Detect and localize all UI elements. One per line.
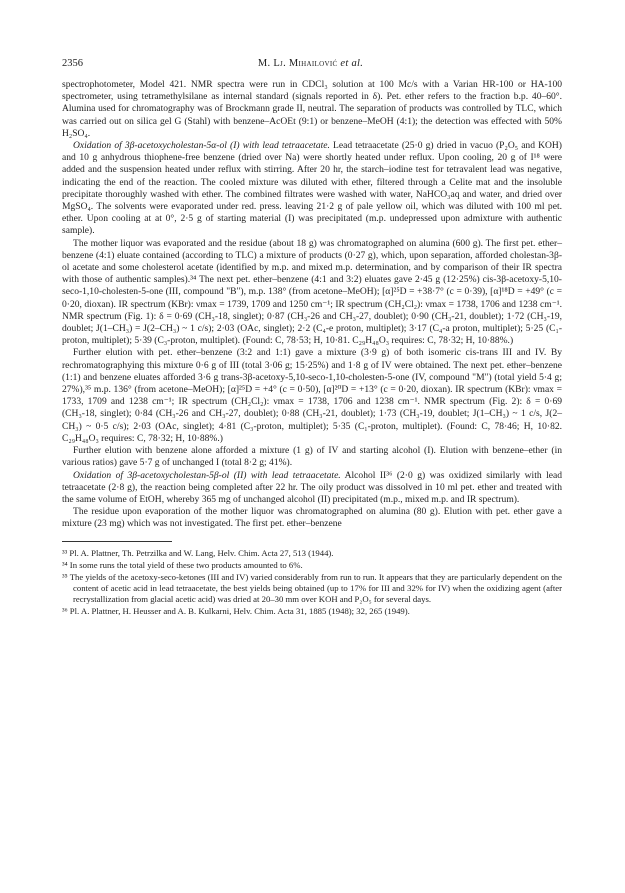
section-lead-oxidation-ii: Oxidation of 3β-acetoxycholestan-5β-ol (II) with lead tetraacetate.: [73, 469, 341, 481]
body-text: [62, 79, 562, 531]
footnote-34: ³⁴ In some runs the total yield of these two products amounted to 6%.: [62, 559, 303, 570]
running-author: M. Lj. Mihailović et al.: [257, 58, 364, 69]
paragraph-chromatography-i: The mother liquor was evaporated and the residue (about 18 g) was chromatographed on alumina (600 g). The first pet. ether–benzene (4:1) eluate contained (according to TLC) a mixture of products (0·27 g), which, upon separation, afforded cholestan-3β-ol acetate and some cholesterol acetate (identified by m.p. and mixed m.p. determination, and by comparison of their IR spectra with those of authentic samples).³⁴ The next pet. ether–benzene (4:1 and 3:2) eluates gave 2·45 g (12·25%) cis-3β-acetoxy-5,10-seco-1,10-cholesten-5-one (III, compound "B"), m.p. 138° (from acetone–MeOH); [α]²⁵D = +38·7° (c = 0·39), [α]¹⁸D = +49° (c = 0·20, dioxan). IR spectrum (KBr): νmax = 1739, 1709 and 1250 cm⁻¹; IR spectrum (CH₂Cl₂): νmax = 1738, 1706 and 1238 cm⁻¹. NMR spectrum (Fig. 1): δ = 0·69 (CH₃-18, singlet); 0·87 (CH₃-26 and CH₃-27, doublet); 0·90 (CH₃-21, doublet); 1·72 (CH₃-19, doublet; J(1–CH₃) = J(2–CH₃) ~ 1 c/s); 2·03 (OAc, singlet); 2·2 (C₄-e proton, multiplet); 3·17 (C₄-a proton, multiplet); 5·25 (C₁-proton, multiplet); 5·39 (C₃-proton, multiplet). (Found: C, 78·53; H, 10·81. C₂₉H₄₈O₃ requires: C, 78·32; H, 10·88%.): [62, 237, 562, 347]
footnote-rule: [62, 541, 172, 542]
paragraph-further-elution-iv: Further elution with pet. ether–benzene (3:2 and 1:1) gave a mixture (3·9 g) of both isomeric cis-trans III and IV. By rechromatographying this mixture 0·6 g of III (total 3·06 g; 15·25%) and 1·8 g of IV were obtained. The next pet. ether–benzene (1:1) and benzene eluates afforded 3·6 g trans-3β-acetoxy-5,10-seco-1,10-cholesten-5-one (IV, compound "M") (total yield 5·4 g; 27%),³⁵ m.p. 136° (from acetone–MeOH); [α]²⁵D = +4° (c = 0·50), [α]²⁰D = +13° (c = 0·20, dioxan). IR spectrum (KBr): νmax = 1733, 1709 and 1238 cm⁻¹; IR spectrum (CH₂Cl₂): νmax = 1738, 1706 and 1238 cm⁻¹. NMR spectrum (Fig. 2): δ = 0·69 (CH₃-18, singlet); 0·84 (CH₃-26 and CH₃-27, doublet); 0·88 (CH₃-21, doublet); 1·73 (CH₃-19, doublet; J(1–CH₃) ~ 1 c/s, J(2–CH₃) ~ 0·5 c/s); 2·03 (OAc, singlet); 4·81 (C₃-proton, multiplet); 5·35 (C₁-proton, multiplet). (Found: C, 78·46; H, 10·82. C₂₉H₄₈O₃ requires: C, 78·32; H, 10·88%.): [62, 347, 562, 444]
footnote-35: ³⁵ The yields of the acetoxy-seco-ketones (III and IV) varied considerably from run to run. It appears that they are particularly dependent on the content of acetic acid in lead tetraacetate, the best yields being obtained (up to 17% for III and 32% for IV) when the oxidizing agent (after recrystallization from glacial acetic acid) was dried at 20–30 mm over KOH and P₂O₅ for several days.: [62, 571, 562, 604]
running-header: [62, 58, 562, 69]
paragraph-residue-chromatography: The residue upon evaporation of the mother liquor was chromatographed on alumina (80 g). Elution with pet. ether gave a mixture (23 mg) which was not investigated. The first pet. ether–benzene: [62, 506, 562, 530]
paragraph-benzene-elution: Further elution with benzene alone afforded a mixture (1 g) of IV and starting alcohol (I). Elution with benzene–ether (in various ratios) gave 5·7 g of unchanged I (total 8·2 g; 41%).: [62, 445, 562, 469]
page-number: 2356: [62, 58, 83, 69]
paragraph-methods-continued: spectrophotometer, Model 421. NMR spectra were run in CDCl₃ solution at 100 Mc/s with a Varian HR-100 or HA-100 spectrometer, using tetramethylsilane as internal standard (signals reported in δ). Pet. ether refers to the fraction b.p. 40–60°. Alumina used for chromatography was of Brockmann grade II, neutral. The separation of products was controlled by TLC, which was carried out on silica gel G (Stahl) with benzene–AcOEt (9:1) or benzene–MeOH (4:1); the detection was effected with 50% H₂SO₄.: [62, 79, 562, 139]
footnote-33: ³³ Pl. A. Plattner, Th. Petrzilka and W. Lang, Helv. Chim. Acta 27, 513 (1944).: [62, 547, 334, 558]
paragraph-oxidation-ii: Oxidation of 3β-acetoxycholestan-5β-ol (II) with lead tetraacetate. Alcohol II³⁶ (2·0 g) was oxidized similarly with lead tetraacetate (2·8 g), the reaction being completed after 22 hr. The oily product was dissolved in 10 ml pet. ether and treated with the same volume of EtOH, whereby 365 mg of unchanged alcohol (II) precipitated (m.p., mixed m.p. and IR spectrum).: [62, 469, 562, 505]
footnotes: [62, 548, 562, 617]
paragraph-oxidation-i: Oxidation of 3β-acetoxycholestan-5α-ol (I) with lead tetraacetate. Lead tetraacetate (25·0 g) dried in vacuo (P₂O₅ and KOH) and 10 g anhydrous thiophene-free benzene (dried over Na) were shortly heated under reflux. Upon cooling, 20 g of I¹⁸ were added and the suspension heated under reflux with stirring. After 20 hr, the starch–iodine test for tetravalent lead was negative, indicating the end of the reaction. The cooled mixture was diluted with ether, filtered through a Celite mat and the insoluble precipitate thoroughly washed with ether. The combined filtrates were washed with water, NaHCO₃aq and water, and dried over MgSO₄. The solvents were evaporated under red. press. leaving 21·2 g of pale yellow oil, which was diluted with 100 ml pet. ether. Upon cooling at at 0°, 2·5 g of starting material (I) was precipitated (m.p. undepressed upon admixture with authentic sample).: [62, 140, 562, 237]
journal-page: [62, 58, 562, 618]
footnote-36: ³⁶ Pl. A. Plattner, H. Heusser and A. B. Kulkarni, Helv. Chim. Acta 31, 1885 (1948); 32, 265 (1949).: [62, 605, 410, 616]
section-lead-oxidation-i: Oxidation of 3β-acetoxycholestan-5α-ol (I) with lead tetraacetate.: [73, 140, 330, 152]
